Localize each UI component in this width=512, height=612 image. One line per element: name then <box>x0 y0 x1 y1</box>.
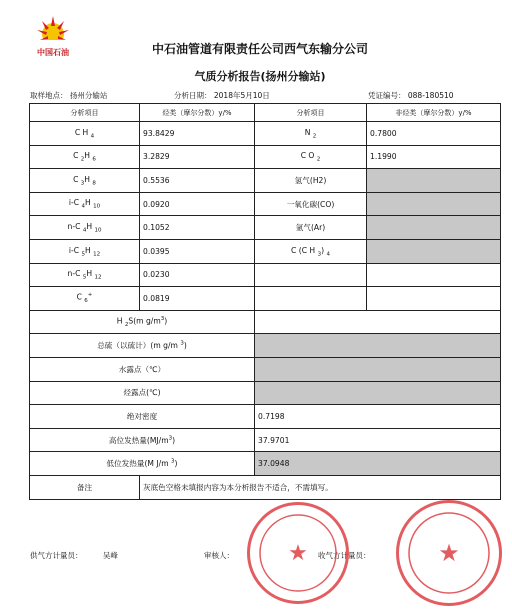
cert-value: 088-180510 <box>407 91 454 100</box>
sampling-location <box>30 90 107 101</box>
label-lhv: 低位发热量(M J/m $^3$) <box>30 452 255 476</box>
label-h2s: H $_2$S(m $g/m^3$) <box>30 310 255 334</box>
date-label: 分析日期： <box>174 91 212 100</box>
label-water-dew-point: 水露点（℃） <box>30 357 255 381</box>
table-row <box>30 405 501 429</box>
logo-text: 中国石油 <box>37 48 69 57</box>
component-c2h6: C $_2$H $_6$ <box>30 145 140 169</box>
table-row <box>30 145 501 169</box>
table-row <box>30 357 501 381</box>
component-nc5h12: n-C $_5$H $_{12}$ <box>30 263 140 287</box>
value-absolute-density: 0.7198 <box>255 405 501 429</box>
date-value: 2018年5月10日 <box>213 91 270 100</box>
component-c6plus: C $_6$+ <box>30 287 140 311</box>
table-header-row <box>30 104 501 122</box>
analysis-date <box>174 90 270 101</box>
table-row <box>30 216 501 240</box>
supplier-stamp-icon <box>250 505 346 601</box>
empty-cell <box>255 287 367 311</box>
component-co2: C O $_2$ <box>255 145 367 169</box>
value-hydrocarbon-dew-point-empty <box>255 381 501 405</box>
header-item: 分析项目 <box>30 104 140 122</box>
component-ic5h12: i-C $_5$H $_{12}$ <box>30 239 140 263</box>
analyst-name: 吴峰 <box>102 551 118 560</box>
component-n2: N $_2$ <box>255 122 367 146</box>
value-ic5h12: 0.0395 <box>140 239 255 263</box>
value-c2h6: 3.2829 <box>140 145 255 169</box>
empty-cell <box>255 263 367 287</box>
component-ch4: C H $_4$ <box>30 122 140 146</box>
value-ic4h10: 0.0920 <box>140 192 255 216</box>
empty-cell <box>367 263 501 287</box>
table-row <box>30 239 501 263</box>
label-remark: 备注 <box>30 475 140 499</box>
component-co: 一氧化碳(CO) <box>255 192 367 216</box>
lhv-label-text: 低位发热量 <box>106 459 145 469</box>
table-row <box>30 428 501 452</box>
value-water-dew-point-empty <box>255 357 501 381</box>
value-c6plus: 0.0819 <box>140 287 255 311</box>
label-total-sulfur: 总硫（以硫计）(m g/m $^3$) <box>30 334 255 358</box>
receiver-stamp <box>396 500 502 606</box>
analyst-label: 供气方计量员： <box>30 551 83 560</box>
label-hydrocarbon-dew-point: 烃露点(℃) <box>30 381 255 405</box>
location-value: 扬州分输站 <box>69 91 108 100</box>
location-label: 取样地点： <box>30 91 68 100</box>
value-h2-empty <box>367 169 501 193</box>
cert-label: 凭证编号： <box>368 91 406 100</box>
value-c3h8: 0.5536 <box>140 169 255 193</box>
component-nc4h10: n-C $_4$H $_{10}$ <box>30 216 140 240</box>
table-row <box>30 310 501 334</box>
report-title: 气质分析报告(扬州分输站) <box>194 70 326 83</box>
table-row <box>30 334 501 358</box>
value-ar-empty <box>367 216 501 240</box>
value-nc4h10: 0.1052 <box>140 216 255 240</box>
empty-cell <box>367 287 501 311</box>
reviewer <box>204 550 234 561</box>
table-row <box>30 192 501 216</box>
value-co2: 1.1990 <box>367 145 501 169</box>
gas-analysis-table <box>29 103 501 500</box>
gas-supplier-analyst <box>30 550 118 561</box>
table-row <box>30 287 501 311</box>
table-row <box>30 452 501 476</box>
table-row <box>30 122 501 146</box>
petrochina-logo <box>30 14 76 66</box>
component-h2: 氢气(H2) <box>255 169 367 193</box>
table-row <box>30 169 501 193</box>
remark-text: 灰底色空格未填报内容为本分析报告不适合，不需填写。 <box>140 475 501 499</box>
component-ic4h10: i-C $_4$H $_{10}$ <box>30 192 140 216</box>
value-ch4: 93.8429 <box>140 122 255 146</box>
label-hhv: 高位发热量$(MJ/m^3)$ <box>30 428 255 452</box>
petrochina-logo-icon <box>36 14 70 46</box>
certificate-number <box>368 90 454 101</box>
header-item: 分析项目 <box>255 104 367 122</box>
company-name: 中石油管道有限责任公司西气东输分公司 <box>151 42 368 56</box>
receiver-label: 收气方计量员： <box>318 551 371 560</box>
supplier-stamp <box>247 502 349 604</box>
table-row <box>30 475 501 499</box>
value-n2: 0.7800 <box>367 122 501 146</box>
receiver-stamp-icon <box>399 503 499 603</box>
header-non-hydrocarbon: 非烃类（摩尔分数）y/% <box>367 104 501 122</box>
label-absolute-density: 绝对密度 <box>30 405 255 429</box>
value-co-empty <box>367 192 501 216</box>
value-total-sulfur-empty <box>255 334 501 358</box>
table-row <box>30 381 501 405</box>
component-c-ch3-4: C (C H $_3$) $_4$ <box>255 239 367 263</box>
value-hhv: 37.9701 <box>255 428 501 452</box>
value-lhv: 37.0948 <box>255 452 501 476</box>
reviewer-label: 审核人： <box>204 551 234 560</box>
component-c3h8: C $_3$H $_8$ <box>30 169 140 193</box>
svg-text:★: ★ <box>288 541 308 566</box>
value-c-ch3-4-empty <box>367 239 501 263</box>
svg-text:★: ★ <box>438 539 460 567</box>
value-nc5h12: 0.0230 <box>140 263 255 287</box>
header-hydrocarbon: 烃类（摩尔分数）y/% <box>140 104 255 122</box>
component-ar: 氩气(Ar) <box>255 216 367 240</box>
table-row <box>30 263 501 287</box>
value-h2s-empty <box>255 310 501 334</box>
